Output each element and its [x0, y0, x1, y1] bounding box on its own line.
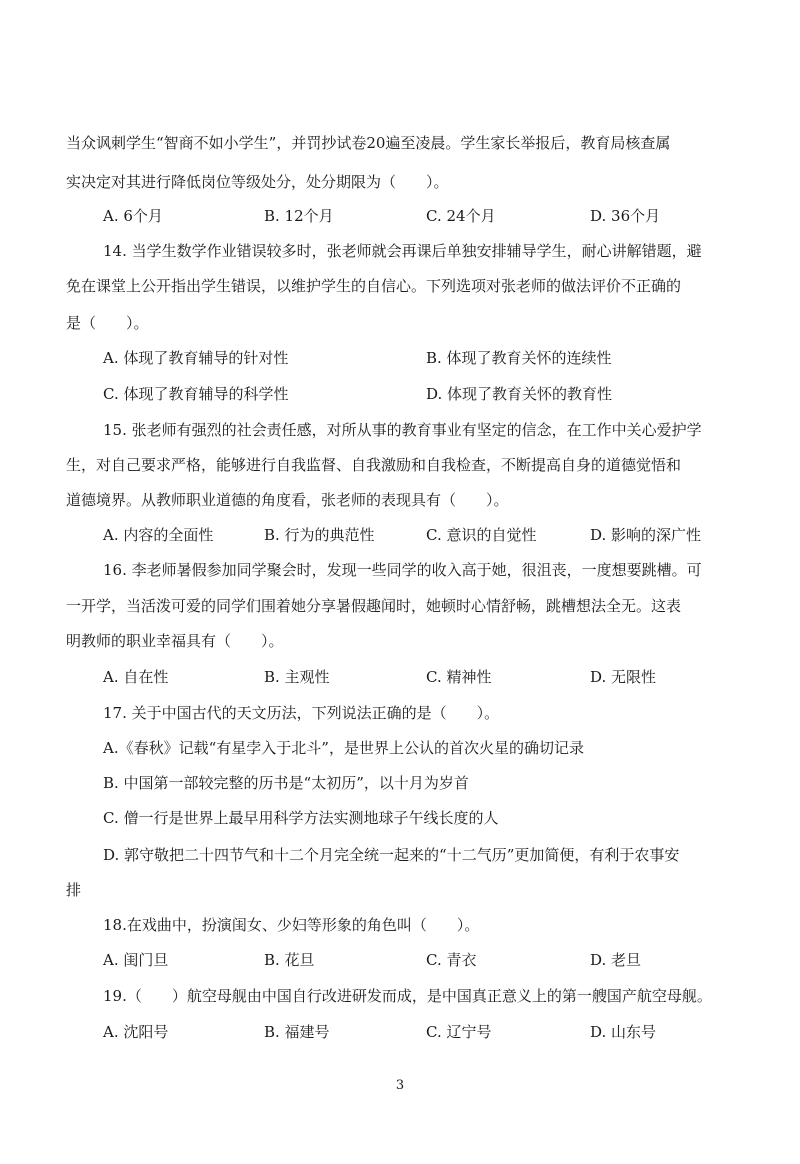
q19-option-a: A. 沈阳号: [103, 1023, 169, 1041]
q19-option-b: B. 福建号: [264, 1023, 330, 1041]
q17-option-d-line-2: 排: [66, 881, 82, 899]
q16-line-1: 16. 李老师暑假参加同学聚会时，发现一些同学的收入高于她，很沮丧，一度想要跳槽。可: [103, 561, 702, 579]
q13-option-c: C. 24个月: [426, 207, 496, 225]
q13-option-b: B. 12个月: [264, 207, 334, 225]
q13-line-2: 实决定对其进行降低岗位等级处分，处分期限为（ ）。: [66, 173, 449, 191]
q18-option-a: A. 闺门旦: [103, 951, 169, 969]
q18-option-c: C. 青衣: [426, 951, 477, 969]
q16-option-a: A. 自在性: [103, 668, 169, 686]
q19-stem: 19.（ ）航空母舰由中国自行改进研发而成，是中国真正意义上的第一艘国产航空母舰。: [103, 987, 712, 1005]
q13-option-d: D. 36个月: [590, 207, 661, 225]
q13-option-a: A. 6个月: [103, 207, 163, 225]
q16-line-3: 明教师的职业幸福具有（ ）。: [66, 632, 284, 650]
q18-stem: 18.在戏曲中，扮演闺女、少妇等形象的角色叫（ ）。: [103, 916, 480, 934]
q18-option-b: B. 花旦: [264, 951, 315, 969]
q15-line-1: 15. 张老师有强烈的社会责任感，对所从事的教育事业有坚定的信念，在工作中关心爱护学: [103, 421, 702, 439]
q14-option-a: A. 体现了教育辅导的针对性: [103, 349, 289, 367]
q17-option-b: B. 中国第一部较完整的历书是“太初历”，以十月为岁首: [103, 774, 469, 792]
q14-option-c: C. 体现了教育辅导的科学性: [103, 385, 289, 403]
q13-line-1: 当众讽刺学生“智商不如小学生”，并罚抄试卷20遍至凌晨。学生家长举报后，教育局核查属: [66, 134, 671, 152]
q16-line-2: 一开学，当活泼可爱的同学们围着她分享暑假趣闻时，她顿时心情舒畅，跳槽想法全无。这表: [66, 597, 682, 615]
q18-option-d: D. 老旦: [590, 951, 642, 969]
q15-line-3: 道德境界。从教师职业道德的角度看，张老师的表现具有（ ）。: [66, 491, 509, 509]
q15-option-a: A. 内容的全面性: [103, 526, 214, 544]
q16-option-c: C. 精神性: [426, 668, 492, 686]
q16-option-b: B. 主观性: [264, 668, 330, 686]
q19-option-c: C. 辽宁号: [426, 1023, 492, 1041]
q17-stem: 17. 关于中国古代的天文历法，下列说法正确的是（ ）。: [103, 704, 500, 722]
q14-line-3: 是（ ）。: [66, 314, 149, 332]
q17-option-c: C. 僧一行是世界上最早用科学方法实测地球子午线长度的人: [103, 809, 499, 827]
q15-option-d: D. 影响的深广性: [590, 526, 702, 544]
q14-option-b: B. 体现了教育关怀的连续性: [426, 349, 612, 367]
q17-option-d-line-1: D. 郭守敬把二十四节气和十二个月完全统一起来的“十二气历”更加简便，有利于农事安: [103, 846, 680, 864]
q14-option-d: D. 体现了教育关怀的教育性: [426, 385, 613, 403]
q14-line-2: 免在课堂上公开指出学生错误，以维护学生的自信心。下列选项对张老师的做法评价不正确的: [66, 277, 682, 295]
page-number: 3: [395, 1078, 405, 1093]
q14-line-1: 14. 当学生数学作业错误较多时，张老师就会再课后单独安排辅导学生，耐心讲解错题，避: [103, 242, 702, 260]
q15-line-2: 生，对自己要求严格，能够进行自我监督、自我激励和自我检查，不断提高自身的道德觉悟和: [66, 456, 682, 474]
q19-option-d: D. 山东号: [590, 1023, 657, 1041]
q16-option-d: D. 无限性: [590, 668, 657, 686]
q15-option-c: C. 意识的自觉性: [426, 526, 537, 544]
q17-option-a: A.《春秋》记载“有星孛入于北斗”，是世界上公认的首次火星的确切记录: [103, 739, 584, 757]
q15-option-b: B. 行为的典范性: [264, 526, 375, 544]
